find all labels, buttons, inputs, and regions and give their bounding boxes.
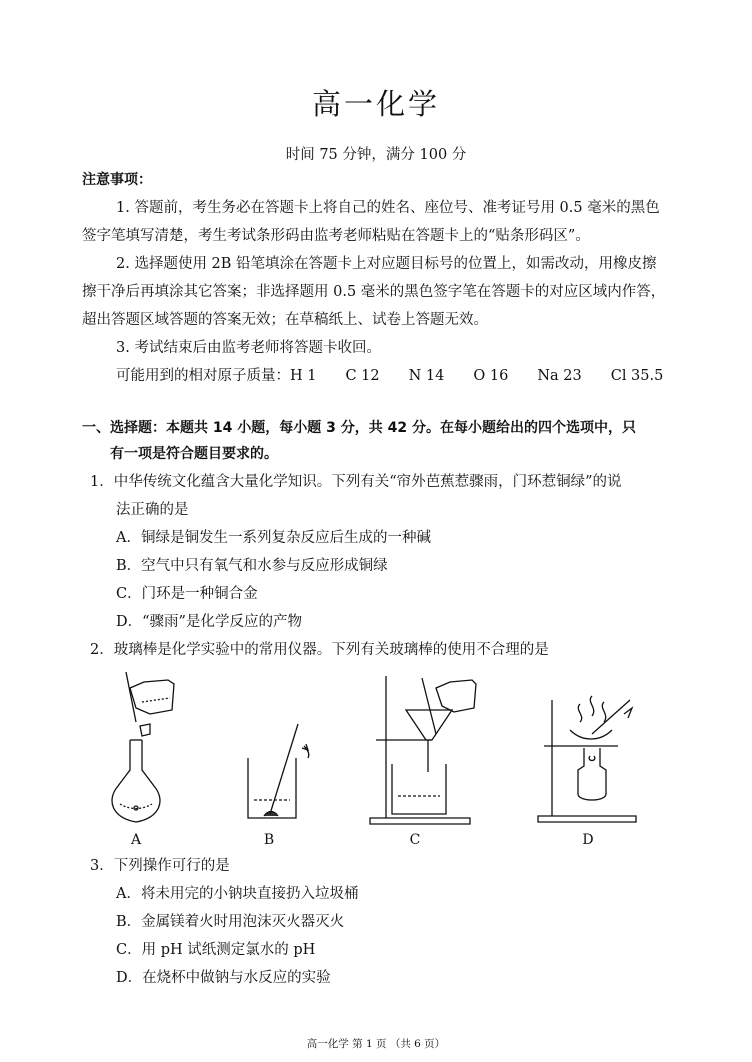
- exam-time-info: 时间 75 分钟，满分 100 分: [285, 147, 467, 163]
- notice-item-2-line-3: 超出答题区域答题的答案无效；在草稿纸上、试卷上答题无效。: [82, 312, 488, 328]
- question-3-option-c: C．用 pH 试纸测定氯水的 pH: [116, 942, 316, 958]
- figure-c-label: C: [409, 832, 421, 848]
- notice-heading: 注意事项：: [82, 172, 152, 188]
- figure-b-label: B: [263, 832, 275, 848]
- notice-item-1-line-2: 签字笔填写清楚，考生考试条形码由监考老师粘贴在答题卡上的“贴条形码区”。: [82, 228, 590, 244]
- question-3-stem: 3．下列操作可行的是: [90, 858, 230, 874]
- question-1-option-b: B．空气中只有氧气和水参与反应形成铜绿: [116, 558, 388, 574]
- section-1-heading-line-2: 有一项是符合题目要求的。: [110, 446, 278, 462]
- atomic-masses: 可能用到的相对原子质量：H 1 C 12 N 14 O 16 Na 23 Cl 35.5: [116, 368, 664, 384]
- question-2-stem: 2．玻璃棒是化学实验中的常用仪器。下列有关玻璃棒的使用不合理的是: [90, 642, 549, 658]
- question-3-option-a: A．将未用完的小钠块直接扔入垃圾桶: [116, 886, 359, 902]
- figure-c-filtration: [366, 668, 482, 826]
- notice-item-3: 3. 考试结束后由监考老师将答题卡收回。: [116, 340, 381, 356]
- question-1-option-c: C．门环是一种铜合金: [116, 586, 258, 602]
- figure-d-label: D: [582, 832, 594, 848]
- question-1-stem-line-1: 1．中华传统文化蕴含大量化学知识。下列有关“帘外芭蕉惹骤雨，门环惹铜绿”的说: [90, 474, 622, 490]
- figure-d-evaporation: [534, 686, 640, 826]
- page-title: 高一化学: [311, 87, 440, 121]
- notice-item-2-line-1: 2. 选择题使用 2B 铅笔填涂在答题卡上对应题目标号的位置上，如需改动，用橡皮擦: [116, 256, 657, 272]
- page-footer: 高一化学 第 1 页 （共 6 页）: [306, 1038, 446, 1050]
- figure-b-beaker-stirring: [240, 718, 320, 824]
- notice-item-1-line-1: 1. 答题前，考生务必在答题卡上将自己的姓名、座位号、准考证号用 0.5 毫米的黑色: [116, 200, 660, 216]
- notice-item-2-line-2: 擦干净后再填涂其它答案；非选择题用 0.5 毫米的黑色签字笔在答题卡的对应区域内作答，: [82, 284, 666, 300]
- section-1-heading-line-1: 一、选择题：本题共 14 小题，每小题 3 分，共 42 分。在每小题给出的四个选项中，只: [82, 420, 636, 436]
- question-1-option-a: A．铜绿是铜发生一系列复杂反应后生成的一种碱: [116, 530, 431, 546]
- figure-a-volumetric-flask: [106, 668, 186, 828]
- question-3-option-b: B．金属镁着火时用泡沫灭火器灭火: [116, 914, 345, 930]
- question-3-option-d: D．在烧杯中做钠与水反应的实验: [116, 970, 331, 986]
- question-1-option-d: D．“骤雨”是化学反应的产物: [116, 614, 302, 630]
- figure-a-label: A: [130, 832, 142, 848]
- question-1-stem-line-2: 法正确的是: [116, 502, 189, 518]
